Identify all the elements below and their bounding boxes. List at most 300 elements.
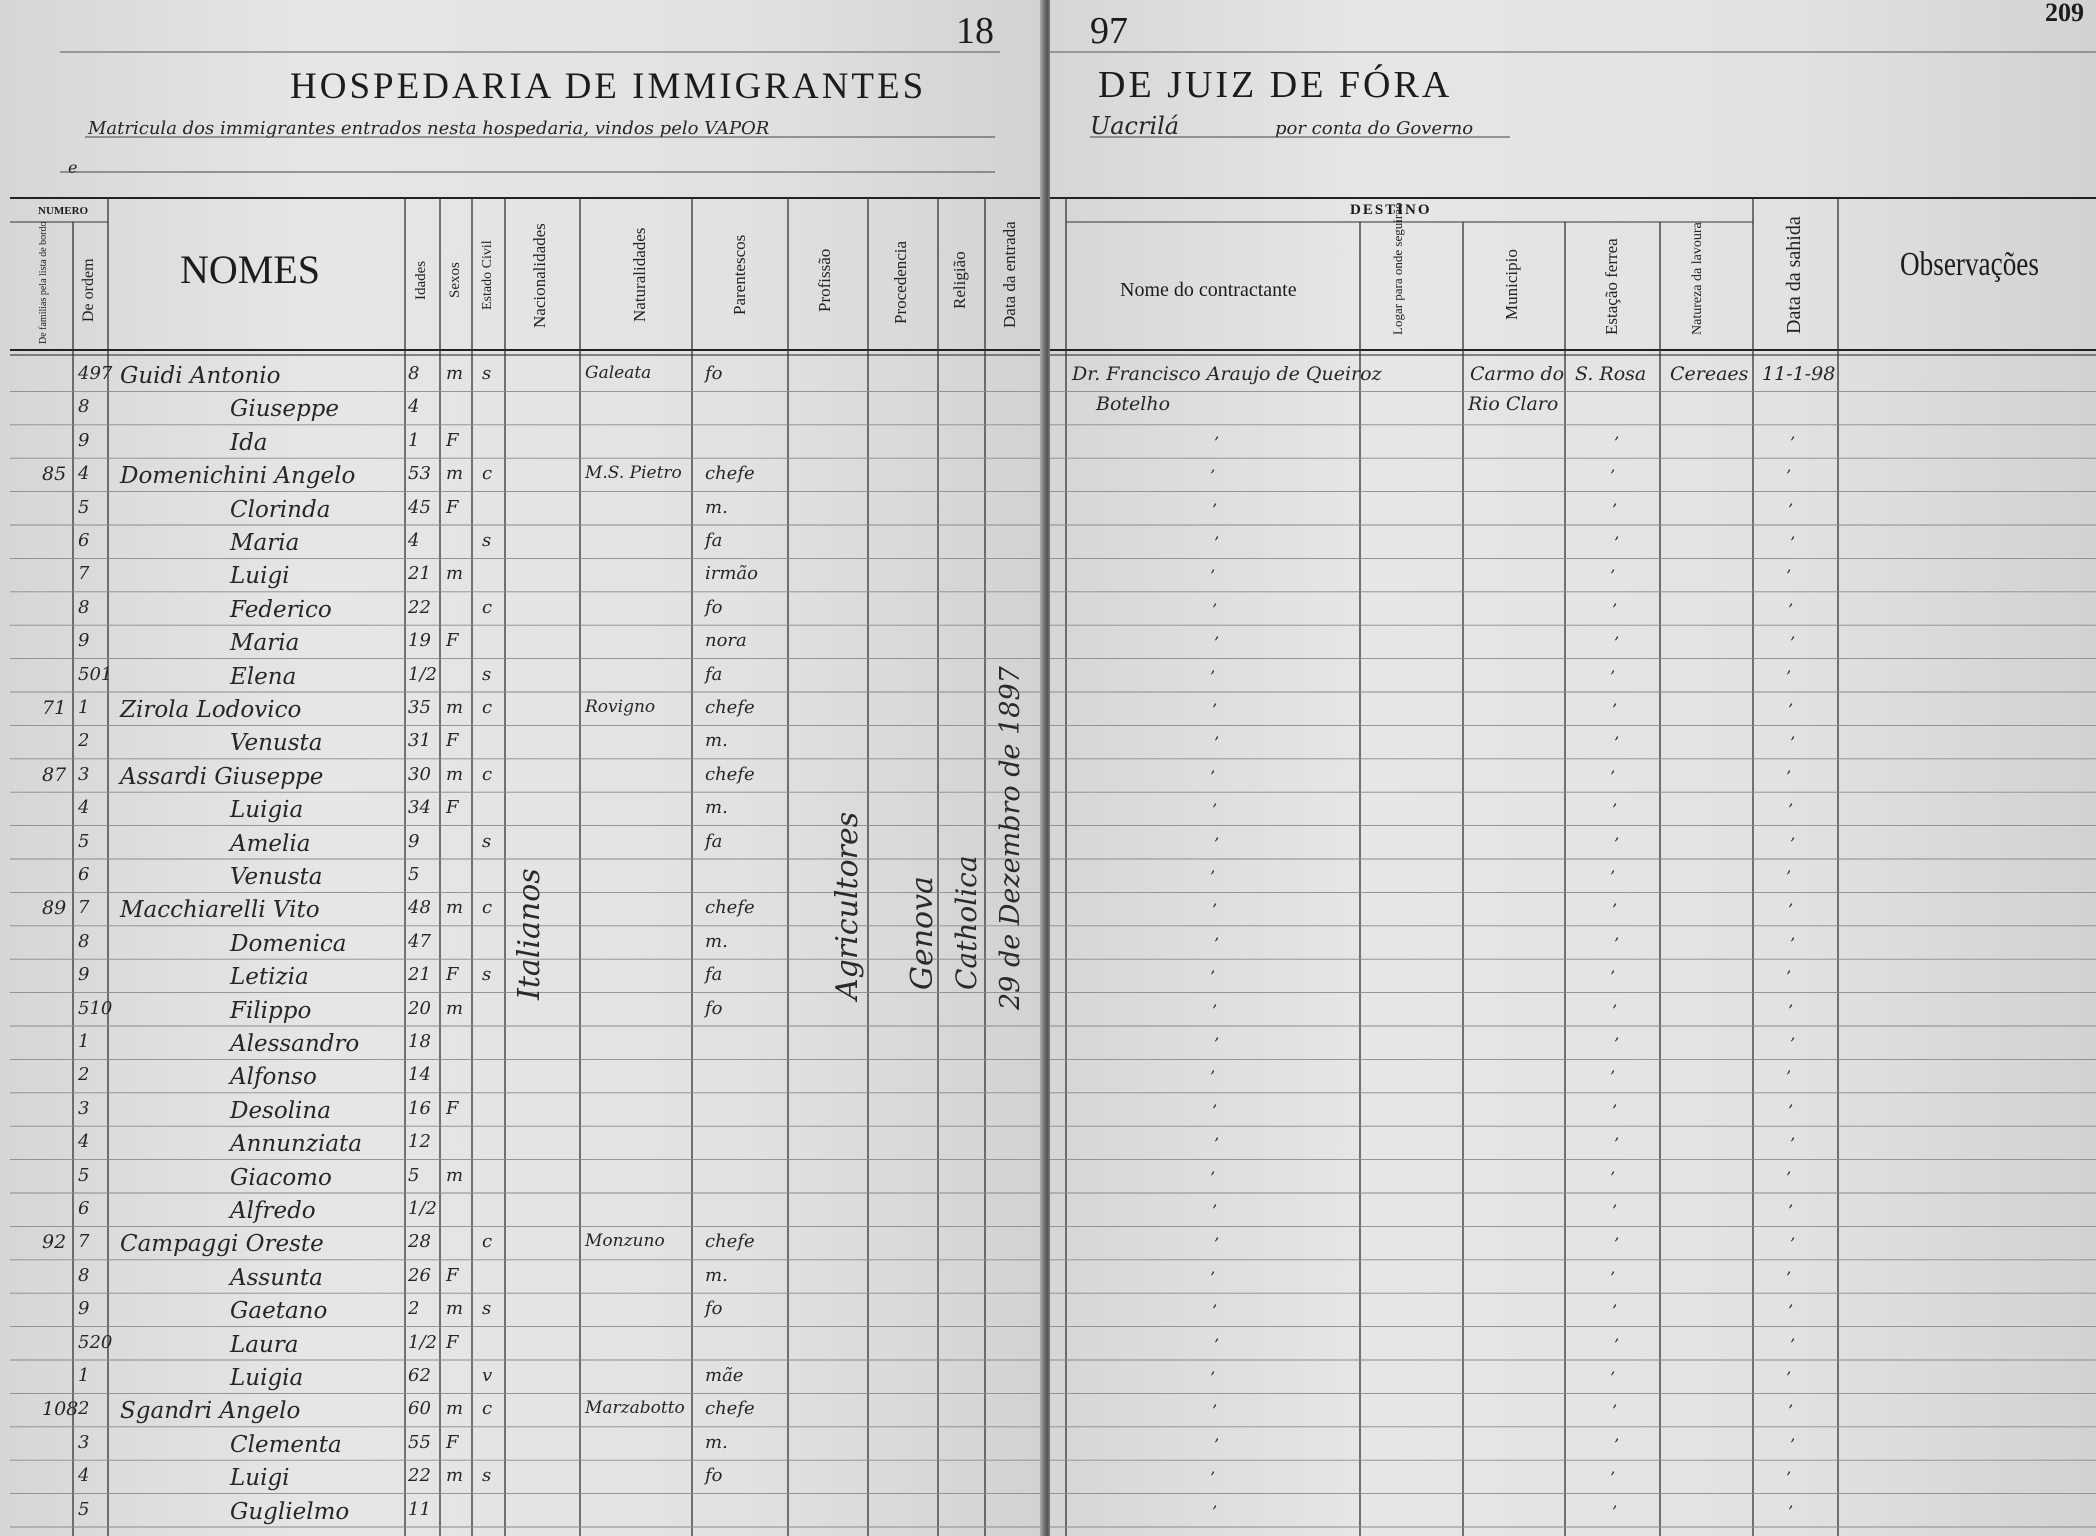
age: 1 <box>408 429 420 451</box>
kinship: m. <box>705 1431 728 1453</box>
age: 21 <box>408 563 431 585</box>
procedencia-note: Genova <box>905 876 940 990</box>
age: 28 <box>408 1231 431 1253</box>
ditto-mark: ’ <box>1614 1234 1620 1254</box>
kinship: fo <box>705 596 723 618</box>
title-left: HOSPEDARIA DE IMMIGRANTES <box>290 66 927 107</box>
immigrant-name: Elena <box>230 663 297 690</box>
immigrant-name: Clementa <box>230 1431 342 1458</box>
sex: m <box>446 463 464 485</box>
right-page <box>1050 0 2096 1536</box>
ditto-mark: ’ <box>1610 766 1616 786</box>
order-number: 2 <box>78 730 90 752</box>
sex: F <box>446 1097 459 1119</box>
ditto-mark: ’ <box>1790 1434 1796 1454</box>
estado-civil-header: Estado Civil <box>480 240 495 310</box>
immigrant-name: Laura <box>230 1331 299 1358</box>
ditto-mark: ’ <box>1610 1267 1616 1287</box>
order-number: 501 <box>78 663 113 685</box>
civil-status: s <box>482 1298 492 1320</box>
kinship: fa <box>705 964 723 986</box>
age: 22 <box>408 596 431 618</box>
ditto-mark: ’ <box>1610 466 1616 486</box>
ditto-mark: ’ <box>1612 1100 1618 1120</box>
profissao-note: Agricultores <box>830 811 865 1000</box>
ditto-mark: ’ <box>1212 599 1218 619</box>
page-number: 209 <box>2045 0 2084 27</box>
birthplace: M.S. Pietro <box>585 463 682 484</box>
immigrant-name: Letizia <box>230 964 309 991</box>
immigrant-name: Macchiarelli Vito <box>120 897 320 924</box>
kinship: m. <box>705 930 728 952</box>
ditto-mark: ’ <box>1210 1267 1216 1287</box>
ditto-mark: ’ <box>1786 1468 1792 1488</box>
kinship: fa <box>705 530 723 551</box>
year-right: 97 <box>1090 10 1128 52</box>
order-number: 3 <box>78 763 90 785</box>
ditto-mark: ’ <box>1788 1100 1794 1120</box>
sex: F <box>446 1331 459 1353</box>
age: 5 <box>408 1164 420 1186</box>
civil-status: c <box>482 1231 493 1253</box>
contractante-header: Nome do contractante <box>1120 279 1297 301</box>
ditto-mark: ’ <box>1612 1401 1618 1421</box>
sex: F <box>446 797 459 819</box>
kinship: chefe <box>705 897 755 919</box>
ditto-mark: ’ <box>1612 1501 1618 1521</box>
sex: F <box>446 630 459 652</box>
family-number: 87 <box>42 763 67 786</box>
sex: m <box>446 363 464 384</box>
order-number: 6 <box>78 864 90 885</box>
order-number: 9 <box>78 1298 90 1320</box>
ditto-mark: ’ <box>1614 1434 1620 1454</box>
ditto-mark: ’ <box>1614 533 1620 552</box>
kinship: chefe <box>705 1398 755 1420</box>
ditto-mark: ’ <box>1214 1034 1220 1053</box>
ditto-mark: ’ <box>1786 867 1792 886</box>
sex: m <box>446 1164 464 1186</box>
kinship: chefe <box>705 463 755 485</box>
natureza-value: Cereaes <box>1670 363 1749 385</box>
ditto-mark: ’ <box>1790 833 1796 853</box>
order-number: 4 <box>78 463 90 485</box>
numero-header: NUMERO <box>38 205 89 217</box>
age: 35 <box>408 697 431 718</box>
age: 30 <box>408 763 431 785</box>
ditto-mark: ’ <box>1790 1334 1796 1354</box>
civil-status: v <box>482 1365 493 1386</box>
kinship: fa <box>705 663 723 685</box>
ditto-mark: ’ <box>1212 1301 1218 1321</box>
ditto-mark: ’ <box>1788 499 1794 519</box>
age: 2 <box>408 1298 420 1320</box>
age: 47 <box>408 930 431 952</box>
ditto-mark: ’ <box>1788 1301 1794 1321</box>
civil-status: s <box>482 830 492 852</box>
sex: m <box>446 1398 464 1420</box>
age: 18 <box>408 1031 431 1052</box>
immigrant-name: Venusta <box>230 730 323 757</box>
age: 62 <box>408 1365 431 1386</box>
age: 53 <box>408 463 431 485</box>
familias-header: De familias pela lista de bordo <box>38 221 49 344</box>
ditto-mark: ’ <box>1210 766 1216 786</box>
ditto-mark: ’ <box>1612 1000 1618 1020</box>
sex: F <box>446 1431 459 1453</box>
ditto-mark: ’ <box>1612 499 1618 519</box>
religiao-header: Religião <box>950 251 969 309</box>
age: 60 <box>408 1398 431 1420</box>
estacao-header: Estação ferrea <box>1602 238 1621 336</box>
age: 8 <box>408 363 420 384</box>
sex: m <box>446 1298 464 1320</box>
age: 4 <box>408 396 420 418</box>
order-number: 510 <box>78 997 113 1019</box>
civil-status: s <box>482 363 492 384</box>
municipio-line-1: Carmo do <box>1470 363 1565 385</box>
ditto-mark: ’ <box>1214 1334 1220 1354</box>
ditto-mark: ’ <box>1614 633 1620 653</box>
parentescos-header: Parentescos <box>730 234 749 316</box>
ditto-mark: ’ <box>1788 700 1794 719</box>
immigrant-name: Gaetano <box>230 1298 328 1325</box>
ditto-mark: ’ <box>1614 733 1620 753</box>
natureza-header: Natureza da lavoura <box>1690 222 1705 335</box>
religiao-note: Catholica <box>950 855 983 990</box>
age: 12 <box>408 1131 431 1153</box>
data-entrada-header: Data da entrada <box>1000 221 1019 329</box>
age: 26 <box>408 1264 431 1286</box>
ditto-mark: ’ <box>1214 533 1220 552</box>
ditto-mark: ’ <box>1790 633 1796 653</box>
naturalidades-header: Naturalidades <box>630 227 649 323</box>
kinship: irmão <box>705 563 758 585</box>
ditto-mark: ’ <box>1786 666 1792 686</box>
destino-header: DESTINO <box>1350 202 1432 218</box>
birthplace: Rovigno <box>585 697 656 717</box>
ditto-mark: ’ <box>1210 1167 1216 1187</box>
order-number: 6 <box>78 1198 90 1219</box>
sex: m <box>446 997 464 1019</box>
family-number: 108 <box>42 1398 79 1421</box>
ditto-mark: ’ <box>1212 1201 1218 1220</box>
order-number: 8 <box>78 1264 90 1286</box>
data-sahida-header: Data da sahida <box>1783 216 1805 334</box>
order-number: 2 <box>78 1064 90 1086</box>
immigrant-name: Luigi <box>230 563 290 590</box>
sex: F <box>446 964 459 986</box>
ditto-mark: ’ <box>1610 666 1616 686</box>
age: 11 <box>408 1498 431 1520</box>
ditto-mark: ’ <box>1614 1334 1620 1354</box>
immigrant-name: Maria <box>230 530 300 556</box>
ditto-mark: ’ <box>1210 666 1216 686</box>
ditto-mark: ’ <box>1786 1067 1792 1087</box>
immigrant-name: Guglielmo <box>230 1498 350 1525</box>
order-number: 497 <box>78 363 113 384</box>
order-number: 1 <box>78 1365 90 1386</box>
estacao-value: S. Rosa <box>1575 363 1647 385</box>
family-number: 71 <box>42 697 67 719</box>
ditto-mark: ’ <box>1214 1234 1220 1254</box>
kinship: fo <box>705 997 723 1019</box>
ditto-mark: ’ <box>1210 1368 1216 1387</box>
age: 31 <box>408 730 431 752</box>
kinship: chefe <box>705 763 755 785</box>
order-number: 9 <box>78 630 90 652</box>
ditto-mark: ’ <box>1788 1501 1794 1521</box>
ditto-mark: ’ <box>1212 700 1218 719</box>
ditto-mark: ’ <box>1610 867 1616 886</box>
kinship: fo <box>705 1298 723 1320</box>
sex: F <box>446 496 459 518</box>
right-ruling <box>1050 0 2096 1536</box>
ditto-mark: ’ <box>1612 1301 1618 1321</box>
ditto-mark: ’ <box>1786 466 1792 486</box>
order-number: 520 <box>78 1331 113 1353</box>
ditto-mark: ’ <box>1786 1267 1792 1287</box>
age: 55 <box>408 1431 431 1453</box>
civil-status: c <box>482 763 493 785</box>
order-number: 1 <box>78 697 90 718</box>
sex: m <box>446 697 464 718</box>
immigrant-name: Assardi Giuseppe <box>120 763 324 790</box>
sex: m <box>446 563 464 585</box>
logar-header: Logar para onde seguirão <box>1390 202 1405 335</box>
immigrant-name: Domenica <box>230 930 347 957</box>
ditto-mark: ’ <box>1610 1468 1616 1488</box>
ditto-mark: ’ <box>1786 566 1792 586</box>
family-number: 92 <box>42 1231 67 1254</box>
ditto-mark: ’ <box>1614 1134 1620 1154</box>
data-sahida-value: 11-1-98 <box>1762 363 1836 385</box>
ditto-mark: ’ <box>1210 1468 1216 1488</box>
civil-status: s <box>482 530 492 551</box>
ditto-mark: ’ <box>1786 766 1792 786</box>
immigrant-name: Sgandri Angelo <box>120 1398 301 1425</box>
ditto-mark: ’ <box>1212 1100 1218 1120</box>
ditto-mark: ’ <box>1614 432 1620 452</box>
ditto-mark: ’ <box>1612 700 1618 719</box>
kinship: fa <box>705 830 723 852</box>
ditto-mark: ’ <box>1788 1000 1794 1020</box>
kinship: m. <box>705 496 728 518</box>
order-number: 8 <box>78 930 90 952</box>
ditto-mark: ’ <box>1612 900 1618 920</box>
immigrant-name: Luigia <box>230 797 304 824</box>
order-number: 3 <box>78 1097 90 1119</box>
age: 5 <box>408 864 420 885</box>
ditto-mark: ’ <box>1214 833 1220 853</box>
ditto-mark: ’ <box>1790 1234 1796 1254</box>
sex: m <box>446 763 464 785</box>
ditto-mark: ’ <box>1210 1067 1216 1087</box>
ditto-mark: ’ <box>1610 1368 1616 1387</box>
ditto-mark: ’ <box>1786 967 1792 987</box>
ditto-mark: ’ <box>1214 432 1220 452</box>
civil-status: c <box>482 897 493 919</box>
immigrant-name: Guidi Antonio <box>120 363 281 389</box>
birthplace: Marzabotto <box>585 1398 685 1419</box>
ditto-mark: ’ <box>1214 1434 1220 1454</box>
kinship: m. <box>705 730 728 752</box>
nomes-header: NOMES <box>180 247 321 292</box>
municipio-header: Municipio <box>1502 249 1521 321</box>
age: 16 <box>408 1097 431 1119</box>
ditto-mark: ’ <box>1790 1134 1796 1154</box>
sex: F <box>446 1264 459 1286</box>
immigrant-name: Luigi <box>230 1465 290 1492</box>
order-number: 9 <box>78 964 90 986</box>
ditto-mark: ’ <box>1210 867 1216 886</box>
ditto-mark: ’ <box>1212 1000 1218 1020</box>
ditto-mark: ’ <box>1214 1134 1220 1154</box>
ditto-mark: ’ <box>1210 466 1216 486</box>
immigrant-name: Alfredo <box>230 1198 316 1224</box>
family-number: 89 <box>42 897 67 920</box>
immigrant-name: Alessandro <box>230 1031 360 1057</box>
order-number: 4 <box>78 797 90 819</box>
order-number: 5 <box>78 1164 90 1186</box>
ditto-mark: ’ <box>1212 1401 1218 1421</box>
civil-status: s <box>482 964 492 986</box>
sexos-header: Sexos <box>447 262 463 298</box>
data-entrada-note: 29 de Dezembro de 1897 <box>995 666 1026 1010</box>
title-right: DE JUIZ DE FÓRA <box>1098 64 1453 106</box>
civil-status: s <box>482 663 492 685</box>
age: 48 <box>408 897 431 919</box>
order-number: 3 <box>78 1431 90 1453</box>
ditto-mark: ’ <box>1212 1501 1218 1521</box>
kinship: m. <box>705 797 728 819</box>
immigrant-name: Annunziata <box>230 1131 363 1158</box>
procedencia-header: Procedencia <box>891 240 910 324</box>
order-number: 4 <box>78 1131 90 1153</box>
age: 21 <box>408 964 431 986</box>
ditto-mark: ’ <box>1788 1401 1794 1421</box>
civil-status: c <box>482 596 493 618</box>
ordem-header: De ordem <box>80 258 97 322</box>
ditto-mark: ’ <box>1214 933 1220 953</box>
immigrant-name: Campaggi Oreste <box>120 1231 324 1258</box>
por-conta: por conta do Governo <box>1275 118 1474 139</box>
observacoes-header: Observações <box>1900 246 2039 283</box>
ditto-mark: ’ <box>1610 566 1616 586</box>
order-number: 8 <box>78 396 90 418</box>
immigrant-name: Venusta <box>230 864 323 890</box>
age: 1/2 <box>408 1198 437 1219</box>
order-number: 1 <box>78 1031 90 1052</box>
immigrant-name: Maria <box>230 630 300 657</box>
ditto-mark: ’ <box>1612 1201 1618 1220</box>
order-number: 9 <box>78 429 90 451</box>
immigrant-name: Luigia <box>230 1365 304 1391</box>
age: 1/2 <box>408 1331 437 1353</box>
sex: m <box>446 897 464 919</box>
idades-header: Idades <box>413 260 429 300</box>
kinship: nora <box>705 630 747 652</box>
ditto-mark: ’ <box>1790 733 1796 753</box>
civil-status: s <box>482 1465 492 1487</box>
ditto-mark: ’ <box>1790 533 1796 552</box>
order-number: 7 <box>78 1231 90 1253</box>
birthplace: Monzuno <box>585 1231 665 1252</box>
order-number: 7 <box>78 563 90 585</box>
e-label: e <box>68 158 78 177</box>
ditto-mark: ’ <box>1788 800 1794 820</box>
profissao-header: Profissão <box>815 248 834 312</box>
order-number: 2 <box>78 1398 90 1420</box>
order-number: 8 <box>78 596 90 618</box>
kinship: fo <box>705 1465 723 1487</box>
ditto-mark: ’ <box>1790 432 1796 452</box>
order-number: 7 <box>78 897 90 919</box>
order-number: 5 <box>78 1498 90 1520</box>
family-number: 85 <box>42 463 67 486</box>
year-left: 18 <box>956 10 994 52</box>
immigrant-name: Ida <box>230 429 268 456</box>
sex: m <box>446 1465 464 1487</box>
age: 4 <box>408 530 420 551</box>
age: 34 <box>408 797 431 819</box>
civil-status: c <box>482 463 493 485</box>
ditto-mark: ’ <box>1214 633 1220 653</box>
age: 22 <box>408 1465 431 1487</box>
ditto-mark: ’ <box>1610 1067 1616 1087</box>
order-number: 6 <box>78 530 90 551</box>
ditto-mark: ’ <box>1614 1034 1620 1053</box>
ditto-mark: ’ <box>1612 800 1618 820</box>
ditto-mark: ’ <box>1788 1201 1794 1220</box>
sex: F <box>446 730 459 752</box>
ditto-mark: ’ <box>1788 599 1794 619</box>
ditto-mark: ’ <box>1612 599 1618 619</box>
birthplace: Galeata <box>585 363 652 383</box>
contractante-line-1: Dr. Francisco Araujo de Queiroz <box>1072 363 1382 385</box>
immigrant-name: Zirola Lodovico <box>120 697 302 723</box>
ditto-mark: ’ <box>1214 733 1220 753</box>
kinship: m. <box>705 1264 728 1286</box>
ditto-mark: ’ <box>1210 566 1216 586</box>
ditto-mark: ’ <box>1788 900 1794 920</box>
immigrant-name: Assunta <box>230 1264 323 1291</box>
subtitle-left: Matricula dos immigrantes entrados nesta hospedaria, vindos pelo VAPOR <box>88 118 770 139</box>
immigrant-name: Alfonso <box>230 1064 317 1091</box>
municipio-line-2: Rio Claro <box>1468 393 1559 415</box>
immigrant-name: Domenichini Angelo <box>120 463 356 490</box>
ditto-mark: ’ <box>1614 933 1620 953</box>
immigrant-name: Giuseppe <box>230 396 340 423</box>
ditto-mark: ’ <box>1212 900 1218 920</box>
kinship: fo <box>705 363 723 384</box>
ditto-mark: ’ <box>1212 800 1218 820</box>
sex: F <box>446 429 459 451</box>
ditto-mark: ’ <box>1210 967 1216 987</box>
vapor-name: Uacrilá <box>1090 112 1180 140</box>
ditto-mark: ’ <box>1786 1167 1792 1187</box>
nacionalidade-note: Italianos <box>512 868 547 1000</box>
ditto-mark: ’ <box>1790 933 1796 953</box>
order-number: 5 <box>78 496 90 518</box>
civil-status: c <box>482 1398 493 1420</box>
ditto-mark: ’ <box>1212 499 1218 519</box>
nacionalidades-header: Nacionalidades <box>530 223 549 328</box>
immigrant-name: Giacomo <box>230 1164 332 1191</box>
order-number: 5 <box>78 830 90 852</box>
kinship: mãe <box>705 1365 744 1386</box>
immigrant-name: Amelia <box>230 830 311 857</box>
